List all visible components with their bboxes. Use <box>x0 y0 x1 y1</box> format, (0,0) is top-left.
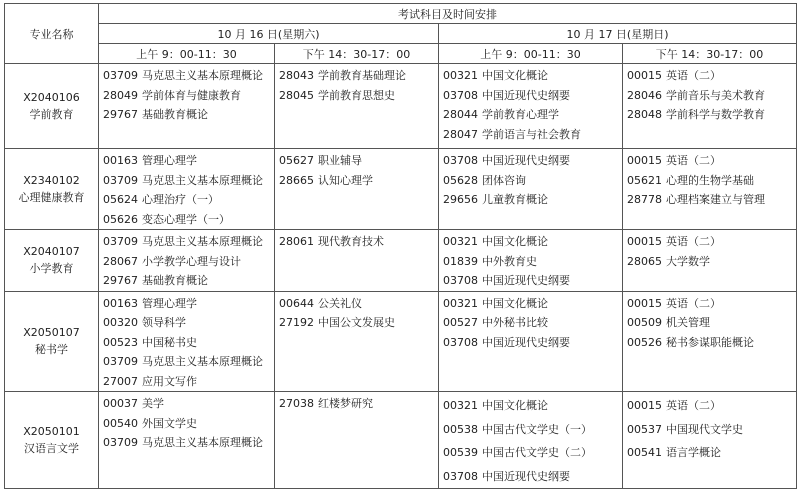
course-name: 中国近现代史纲要 <box>482 154 570 167</box>
course-name: 红楼梦研究 <box>318 397 373 410</box>
course-name: 中外教育史 <box>482 254 537 268</box>
course-name: 中国文化概论 <box>482 399 548 412</box>
course-entry <box>627 441 796 465</box>
course-name: 英语（二） <box>666 69 721 82</box>
course-code: 03708 <box>443 469 478 483</box>
major-cell <box>5 291 99 392</box>
course-entry <box>627 86 796 106</box>
course-code: 29767 <box>103 274 138 287</box>
course-code: 03708 <box>443 88 478 102</box>
course-entry <box>443 441 622 465</box>
course-name: 心理档案建立与管理 <box>666 193 765 206</box>
course-entry <box>103 414 274 434</box>
course-entry <box>627 151 796 171</box>
slot-cell <box>275 64 439 149</box>
course-name: 中国古代文学史（一） <box>482 422 592 436</box>
course-code: 03709 <box>103 355 138 368</box>
slot-cell <box>439 149 623 230</box>
course-entry <box>103 210 274 230</box>
slot-cell <box>275 291 439 392</box>
course-name: 心理治疗（一） <box>142 193 219 206</box>
major-row-chinese-language-literature <box>5 392 797 489</box>
course-code: 28047 <box>443 127 478 141</box>
course-name: 管理心理学 <box>142 296 197 310</box>
course-entry <box>279 294 438 314</box>
day-header-oct17: 10 月 17 日(星期日) <box>439 24 797 44</box>
course-code: 05621 <box>627 173 662 187</box>
course-code: 03709 <box>103 235 138 248</box>
course-name: 应用文写作 <box>142 374 197 388</box>
course-name: 马克思主义基本原理概论 <box>142 355 263 368</box>
slot-cell <box>275 392 439 489</box>
course-name: 儿童教育概论 <box>482 193 548 206</box>
major-row-preschool-education <box>5 64 797 149</box>
major-cell <box>5 64 99 149</box>
course-entry <box>627 394 796 418</box>
course-code: 03708 <box>443 154 478 167</box>
course-entry <box>443 190 622 210</box>
course-entry <box>443 418 622 442</box>
major-name: 汉语言文学 <box>24 442 79 455</box>
course-entry <box>279 171 438 191</box>
course-entry <box>443 294 622 314</box>
course-entry <box>443 105 622 125</box>
course-entry <box>443 333 622 353</box>
session-header-oct17-morning: 上午 9：00-11：30 <box>439 44 623 64</box>
major-row-mental-health-education <box>5 149 797 230</box>
course-entry <box>443 271 622 291</box>
course-code: 28778 <box>627 193 662 206</box>
course-entry <box>279 394 438 414</box>
course-name: 公关礼仪 <box>318 296 362 310</box>
slot-cell <box>439 230 623 292</box>
session-header-oct16-afternoon: 下午 14：30-17：00 <box>275 44 439 64</box>
major-name: 心理健康教育 <box>18 191 85 204</box>
course-name: 心理的生物学基础 <box>666 173 754 187</box>
course-entry <box>443 394 622 418</box>
slot-cell <box>623 291 797 392</box>
slot-cell <box>99 149 275 230</box>
course-code: 28048 <box>627 108 662 121</box>
course-code: 00321 <box>443 235 478 248</box>
course-name: 学前教育思想史 <box>318 88 395 102</box>
course-code: 05627 <box>279 154 314 167</box>
course-entry <box>627 171 796 191</box>
course-entry <box>279 66 438 86</box>
course-entry <box>103 294 274 314</box>
slot-cell <box>275 230 439 292</box>
course-name: 学前音乐与美术教育 <box>666 88 765 102</box>
major-cell <box>5 230 99 292</box>
major-row-primary-education <box>5 230 797 292</box>
course-code: 00163 <box>103 154 138 167</box>
course-name: 外国文学史 <box>142 416 197 430</box>
exam-schedule-table <box>4 3 797 489</box>
course-entry <box>103 171 274 191</box>
course-entry <box>443 232 622 252</box>
course-name: 美学 <box>142 397 164 410</box>
course-code: 00320 <box>103 316 138 329</box>
course-name: 学前科学与数学教育 <box>666 108 765 121</box>
course-code: 00539 <box>443 446 478 459</box>
course-code: 27038 <box>279 397 314 410</box>
major-cell <box>5 149 99 230</box>
major-name: 学前教育 <box>29 108 74 121</box>
course-entry <box>443 171 622 191</box>
course-code: 28067 <box>103 254 138 268</box>
course-name: 学前教育基础理论 <box>318 69 406 82</box>
major-code: X2040107 <box>23 245 80 259</box>
course-entry <box>443 125 622 145</box>
course-name: 基础教育概论 <box>142 108 208 121</box>
major-column-header: 专业名称 <box>5 4 99 64</box>
course-entry <box>103 86 274 106</box>
slot-cell <box>623 230 797 292</box>
course-entry <box>627 232 796 252</box>
course-code: 00321 <box>443 69 478 82</box>
course-code: 28665 <box>279 173 314 187</box>
course-name: 中国近现代史纲要 <box>482 335 570 349</box>
course-entry <box>103 66 274 86</box>
course-name: 学前语言与社会教育 <box>482 127 581 141</box>
course-entry <box>103 433 274 453</box>
major-row-secretarial-studies <box>5 291 797 392</box>
course-code: 00644 <box>279 296 314 310</box>
course-code: 27007 <box>103 374 138 388</box>
major-name: 秘书学 <box>35 343 68 357</box>
course-name: 职业辅导 <box>318 154 362 167</box>
major-code: X2050101 <box>23 425 80 438</box>
course-code: 00015 <box>627 296 662 310</box>
course-code: 00037 <box>103 397 138 410</box>
course-entry <box>627 252 796 272</box>
course-entry <box>627 418 796 442</box>
course-name: 中国文化概论 <box>482 296 548 310</box>
course-name: 英语（二） <box>666 399 721 412</box>
course-name: 马克思主义基本原理概论 <box>142 235 263 248</box>
course-entry <box>627 66 796 86</box>
course-entry <box>443 66 622 86</box>
major-code: X2050107 <box>23 326 80 340</box>
course-entry <box>103 252 274 272</box>
course-name: 大学数学 <box>666 254 710 268</box>
course-name: 语言学概论 <box>666 446 721 459</box>
course-code: 00527 <box>443 316 478 329</box>
slot-cell <box>623 64 797 149</box>
course-entry <box>103 271 274 291</box>
major-code: X2040106 <box>23 91 80 104</box>
course-entry <box>627 313 796 333</box>
course-entry <box>103 313 274 333</box>
course-code: 28049 <box>103 88 138 102</box>
course-name: 中国近现代史纲要 <box>482 469 570 483</box>
course-name: 机关管理 <box>666 316 710 329</box>
course-name: 中国公文发展史 <box>318 316 395 329</box>
major-cell <box>5 392 99 489</box>
course-entry <box>279 86 438 106</box>
course-code: 03708 <box>443 274 478 287</box>
course-code: 28045 <box>279 88 314 102</box>
course-code: 00523 <box>103 335 138 349</box>
course-code: 00541 <box>627 446 662 459</box>
course-name: 中国现代文学史 <box>666 422 743 436</box>
course-name: 英语（二） <box>666 296 721 310</box>
slot-cell <box>99 291 275 392</box>
course-code: 28043 <box>279 69 314 82</box>
course-code: 00537 <box>627 422 662 436</box>
course-code: 00015 <box>627 69 662 82</box>
course-code: 00015 <box>627 154 662 167</box>
exam-schedule-title: 考试科目及时间安排 <box>99 4 797 24</box>
slot-cell <box>439 64 623 149</box>
course-code: 05626 <box>103 212 138 226</box>
course-name: 变态心理学（一） <box>142 212 230 226</box>
slot-cell <box>99 230 275 292</box>
course-entry <box>443 313 622 333</box>
course-code: 29656 <box>443 193 478 206</box>
major-code: X2340102 <box>23 174 80 187</box>
course-entry <box>279 151 438 171</box>
course-name: 小学教学心理与设计 <box>142 254 241 268</box>
course-entry <box>443 86 622 106</box>
course-name: 学前教育心理学 <box>482 108 559 121</box>
course-entry <box>103 105 274 125</box>
course-code: 03709 <box>103 436 138 449</box>
course-entry <box>103 333 274 353</box>
course-name: 中外秘书比较 <box>482 316 548 329</box>
course-code: 00538 <box>443 422 478 436</box>
slot-cell <box>99 64 275 149</box>
course-name: 马克思主义基本原理概论 <box>142 173 263 187</box>
slot-cell <box>623 392 797 489</box>
course-name: 管理心理学 <box>142 154 197 167</box>
day-header-oct16: 10 月 16 日(星期六) <box>99 24 439 44</box>
course-name: 中国秘书史 <box>142 335 197 349</box>
course-entry <box>103 394 274 414</box>
course-entry <box>627 190 796 210</box>
course-entry <box>103 232 274 252</box>
course-code: 00015 <box>627 235 662 248</box>
slot-cell <box>99 392 275 489</box>
course-code: 00509 <box>627 316 662 329</box>
course-name: 中国近现代史纲要 <box>482 88 570 102</box>
course-entry <box>627 294 796 314</box>
course-entry <box>279 232 438 252</box>
course-name: 基础教育概论 <box>142 274 208 287</box>
course-name: 现代教育技术 <box>318 235 384 248</box>
slot-cell <box>275 149 439 230</box>
major-name: 小学教育 <box>29 262 74 276</box>
course-entry <box>279 313 438 333</box>
course-name: 马克思主义基本原理概论 <box>142 436 263 449</box>
course-code: 00321 <box>443 296 478 310</box>
course-code: 00015 <box>627 399 662 412</box>
course-name: 学前体育与健康教育 <box>142 88 241 102</box>
course-entry <box>103 352 274 372</box>
session-header-oct16-morning: 上午 9：00-11：30 <box>99 44 275 64</box>
course-name: 领导科学 <box>142 316 186 329</box>
course-entry <box>443 465 622 489</box>
course-code: 01839 <box>443 254 478 268</box>
course-entry <box>627 333 796 353</box>
course-code: 05624 <box>103 193 138 206</box>
course-entry <box>443 252 622 272</box>
course-name: 中国文化概论 <box>482 69 548 82</box>
course-name: 认知心理学 <box>318 173 373 187</box>
course-name: 中国近现代史纲要 <box>482 274 570 287</box>
course-code: 28046 <box>627 88 662 102</box>
course-code: 00163 <box>103 296 138 310</box>
slot-cell <box>439 392 623 489</box>
session-header-oct17-afternoon: 下午 14：30-17：00 <box>623 44 797 64</box>
course-code: 28044 <box>443 108 478 121</box>
course-entry <box>103 372 274 392</box>
course-code: 03709 <box>103 69 138 82</box>
course-code: 29767 <box>103 108 138 121</box>
slot-cell <box>439 291 623 392</box>
slot-cell <box>623 149 797 230</box>
course-name: 英语（二） <box>666 154 721 167</box>
course-code: 03708 <box>443 335 478 349</box>
course-name: 中国古代文学史（二） <box>482 446 592 459</box>
course-name: 秘书参谋职能概论 <box>666 335 754 349</box>
course-name: 英语（二） <box>666 235 721 248</box>
course-code: 05628 <box>443 173 478 187</box>
course-name: 中国文化概论 <box>482 235 548 248</box>
course-name: 马克思主义基本原理概论 <box>142 69 263 82</box>
course-code: 28065 <box>627 254 662 268</box>
course-code: 28061 <box>279 235 314 248</box>
course-entry <box>103 151 274 171</box>
course-code: 27192 <box>279 316 314 329</box>
course-entry <box>103 190 274 210</box>
course-code: 00526 <box>627 335 662 349</box>
course-code: 03709 <box>103 173 138 187</box>
course-entry <box>627 105 796 125</box>
course-name: 团体咨询 <box>482 173 526 187</box>
course-code: 00540 <box>103 416 138 430</box>
course-code: 00321 <box>443 399 478 412</box>
course-entry <box>443 151 622 171</box>
